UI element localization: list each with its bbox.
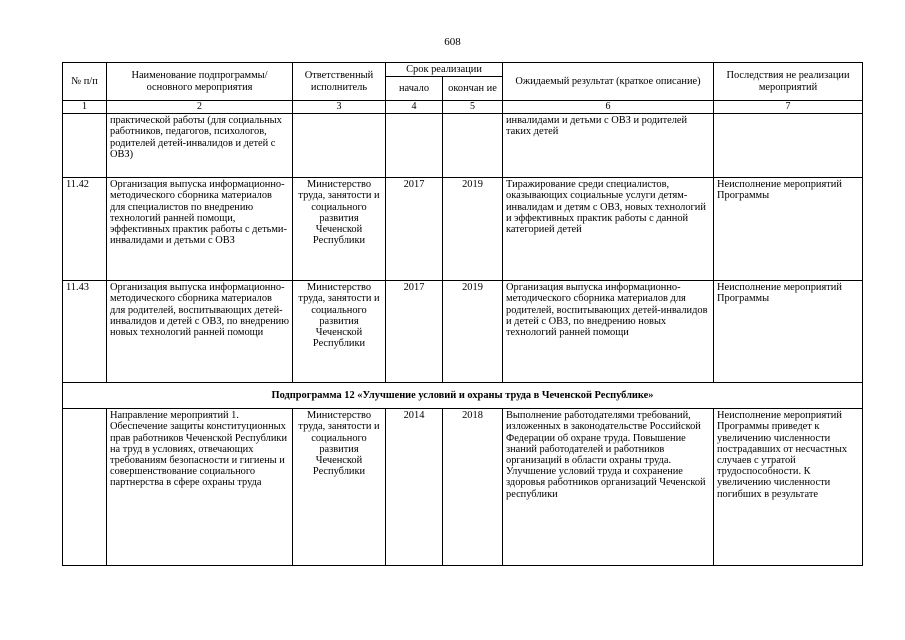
row-name: Организация выпуска информационно-методического сборника материалов для специалистов по внедрению технологий ранней помощи, эффективных практик работы с детьми-инвалидами и детьми с ОВЗ	[107, 178, 293, 281]
row-num	[63, 409, 107, 566]
row-end	[443, 114, 503, 178]
table-row	[63, 409, 863, 566]
column-numbers-row	[63, 101, 863, 114]
row-result: Выполнение работодателями требований, изложенных в законодательстве Российской Федерации об охране труда. Повышение знаний работодателей и работников организаций в области охраны труда. Улучшение условий труда и сохранение здоровья работников организаций Чеченской республики	[503, 409, 714, 566]
col-number: 3	[293, 101, 386, 114]
subprogram-title: Подпрограмма 12 «Улучшение условий и охраны труда в Чеченской Республике»	[63, 383, 863, 409]
col-number: 1	[63, 101, 107, 114]
header-end: окончан ие	[443, 77, 503, 101]
row-num: 11.43	[63, 281, 107, 383]
row-consequences: Неисполнение мероприятий Программы	[714, 281, 863, 383]
header-period: Срок реализации	[386, 63, 503, 77]
row-consequences: Неисполнение мероприятий Программы	[714, 178, 863, 281]
col-number: 7	[714, 101, 863, 114]
header-executor: Ответственный исполнитель	[293, 63, 386, 101]
row-consequences: Неисполнение мероприятий Программы приведет к увеличению численности пострадавших от несчастных случаев с утратой трудоспособности. К увеличению численности погибших в результате	[714, 409, 863, 566]
row-start	[386, 114, 443, 178]
row-consequences	[714, 114, 863, 178]
header-num: № п/п	[63, 63, 107, 101]
table-row	[63, 281, 863, 383]
row-end: 2019	[443, 178, 503, 281]
header-name: Наименование подпрограммы/ основного мероприятия	[107, 63, 293, 101]
col-number: 5	[443, 101, 503, 114]
col-number: 2	[107, 101, 293, 114]
row-num	[63, 114, 107, 178]
row-num: 11.42	[63, 178, 107, 281]
row-name: Направление мероприятий 1. Обеспечение защиты конституционных прав работников Чеченской Республики на труд в условиях, отвечающих требованиям безопасности и гигиены и совершенствование социального партнерства в сфере охраны труда	[107, 409, 293, 566]
row-executor: Министерство труда, занятости и социального развития Чеченской Республики	[293, 281, 386, 383]
program-table	[62, 62, 863, 566]
col-number: 4	[386, 101, 443, 114]
row-name: практической работы (для социальных работников, педагогов, психологов, родителей детей-инвалидов и детей с ОВЗ)	[107, 114, 293, 178]
subprogram-row	[63, 383, 863, 409]
row-executor	[293, 114, 386, 178]
row-executor: Министерство труда, занятости и социального развития Чеченской Республики	[293, 409, 386, 566]
row-result: Организация выпуска информационно-методического сборника материалов для родителей, воспитывающих детей-инвалидов и детей с ОВЗ, по внедрению новых технологий ранней помощи	[503, 281, 714, 383]
page-number: 608	[444, 36, 461, 48]
row-result: Тиражирование среди специалистов, оказывающих социальные услуги детям-инвалидам и детям с ОВЗ, новых технологий и эффективных практик работы с данной категорией детей	[503, 178, 714, 281]
row-result: инвалидами и детьми с ОВЗ и родителей таких детей	[503, 114, 714, 178]
table-row	[63, 114, 863, 178]
col-number: 6	[503, 101, 714, 114]
row-executor: Министерство труда, занятости и социального развития Чеченской Республики	[293, 178, 386, 281]
row-start: 2017	[386, 281, 443, 383]
row-name: Организация выпуска информационно-методического сборника материалов для родителей, воспитывающих детей-инвалидов и детей с ОВЗ, по внедрению новых технологий ранней помощи	[107, 281, 293, 383]
row-end: 2019	[443, 281, 503, 383]
header-consequences: Последствия не реализации мероприятий	[714, 63, 863, 101]
table-row	[63, 178, 863, 281]
row-start: 2014	[386, 409, 443, 566]
header-start: начало	[386, 77, 443, 101]
row-start: 2017	[386, 178, 443, 281]
row-end: 2018	[443, 409, 503, 566]
header-result: Ожидаемый результат (краткое описание)	[503, 63, 714, 101]
